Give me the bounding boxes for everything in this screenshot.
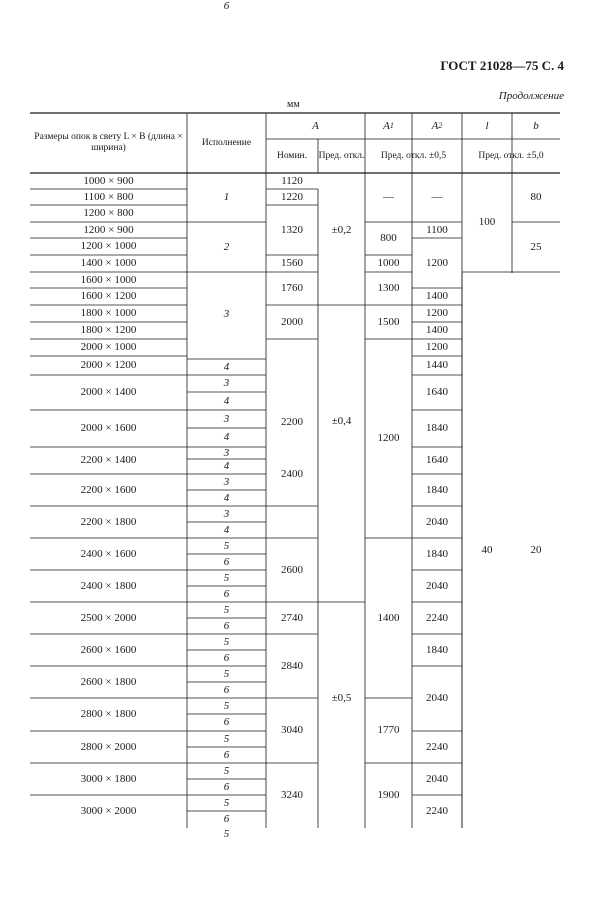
version-cell: 6 bbox=[223, 0, 230, 12]
b-cell: 80 bbox=[530, 191, 542, 204]
a1-cell: 1000 bbox=[377, 257, 400, 270]
version-cell: 6 bbox=[223, 555, 230, 568]
header-a-nominal: Номин. bbox=[277, 150, 307, 161]
version-cell: 5 bbox=[223, 732, 230, 745]
a2-cell: 1840 bbox=[426, 547, 448, 560]
l-cell: 100 bbox=[478, 216, 496, 229]
unit-label: мм bbox=[287, 99, 300, 110]
version-cell: 5 bbox=[223, 603, 230, 616]
version-cell: 5 bbox=[223, 571, 230, 584]
a-nominal-cell: 1220 bbox=[281, 190, 303, 203]
size-cell: 2200 × 1600 bbox=[80, 483, 137, 496]
version-cell: 5 bbox=[223, 796, 230, 809]
header-a: A bbox=[312, 119, 319, 132]
size-cell: 2600 × 1600 bbox=[80, 643, 137, 656]
a-tolerance-cell: ±0,4 bbox=[331, 415, 352, 428]
a-nominal-cell: 3040 bbox=[281, 724, 303, 737]
size-cell: 1600 × 1200 bbox=[80, 290, 137, 303]
version-cell: 5 bbox=[223, 667, 230, 680]
version-cell: 3 bbox=[223, 446, 230, 459]
version-cell: 6 bbox=[223, 619, 230, 632]
a2-cell: 1440 bbox=[426, 359, 448, 372]
a2-cell: 1840 bbox=[426, 422, 448, 435]
a2-cell: 1840 bbox=[426, 643, 448, 656]
version-cell: 4 bbox=[223, 360, 230, 373]
version-cell: 5 bbox=[223, 699, 230, 712]
version-cell: 5 bbox=[223, 635, 230, 648]
size-cell: 2000 × 1600 bbox=[80, 422, 137, 435]
size-cell: 2400 × 1600 bbox=[80, 547, 137, 560]
a2-cell: 1640 bbox=[426, 386, 448, 399]
size-cell: 2400 × 1800 bbox=[80, 579, 137, 592]
a2-cell: 2240 bbox=[426, 805, 448, 818]
a2-cell: 1400 bbox=[426, 290, 448, 303]
a2-cell: 2240 bbox=[426, 740, 448, 753]
a2-cell: 1100 bbox=[426, 223, 448, 236]
version-cell: 4 bbox=[223, 394, 230, 407]
version-cell: 6 bbox=[223, 813, 230, 826]
size-cell: 2800 × 2000 bbox=[80, 740, 137, 753]
size-cell: 2800 × 1800 bbox=[80, 708, 137, 721]
header-l-b-tolerance: Пред. откл. ±5,0 bbox=[478, 150, 544, 161]
a-nominal-cell: 3240 bbox=[281, 789, 303, 802]
header-a-tolerance: Пред. откл. bbox=[318, 150, 365, 161]
a1-cell: 1900 bbox=[377, 789, 400, 802]
a1-cell: 1300 bbox=[377, 282, 400, 295]
size-cell: 1200 × 1000 bbox=[80, 240, 137, 253]
a-nominal-cell: 2840 bbox=[281, 659, 303, 672]
a2-cell: 2240 bbox=[426, 611, 448, 624]
a1-cell: 1500 bbox=[377, 315, 400, 328]
version-cell: 6 bbox=[223, 716, 230, 729]
version-cell: 5 bbox=[223, 764, 230, 777]
version-cell: 6 bbox=[223, 748, 230, 761]
size-cell: 2200 × 1800 bbox=[80, 515, 137, 528]
size-cell: 3000 × 1800 bbox=[80, 772, 137, 785]
version-cell: 6 bbox=[223, 780, 230, 793]
a1-cell: 1770 bbox=[377, 724, 400, 737]
version-cell: 3 bbox=[223, 412, 230, 425]
a-nominal-cell: 2400 bbox=[281, 467, 303, 480]
version-cell: 4 bbox=[223, 523, 230, 536]
header-size: Размеры опок в свету L × B (длина × ширина) bbox=[34, 132, 183, 153]
size-cell: 3000 × 2000 bbox=[80, 805, 137, 818]
a-tolerance-cell: ±0,5 bbox=[331, 692, 352, 705]
header-a1-a2-tolerance: Пред. откл. ±0,5 bbox=[380, 150, 447, 161]
a-nominal-cell: 2200 bbox=[281, 416, 303, 429]
a2-cell: 2040 bbox=[426, 692, 448, 705]
b-cell: 25 bbox=[530, 240, 542, 253]
version-cell: 6 bbox=[223, 587, 230, 600]
header-b: b bbox=[533, 119, 539, 132]
continuation-label: Продолжение bbox=[498, 90, 564, 102]
size-cell: 1400 × 1000 bbox=[80, 257, 137, 270]
size-cell: 2000 × 1400 bbox=[80, 386, 137, 399]
header-l: l bbox=[485, 119, 489, 132]
a-tolerance-cell: ±0,2 bbox=[331, 224, 352, 237]
a-nominal-cell: 2600 bbox=[281, 563, 303, 576]
version-cell: 3 bbox=[223, 307, 230, 320]
a2-cell: 2040 bbox=[426, 515, 448, 528]
size-cell: 2600 × 1800 bbox=[80, 675, 137, 688]
a-nominal-cell: 2740 bbox=[281, 611, 303, 624]
size-cell: 1600 × 1000 bbox=[80, 273, 137, 286]
a2-cell: 1840 bbox=[426, 483, 448, 496]
a1-cell: 1200 bbox=[377, 432, 400, 445]
a2-cell: — bbox=[431, 191, 443, 204]
version-cell: 5 bbox=[223, 828, 230, 840]
a2-cell: 2040 bbox=[426, 579, 448, 592]
version-cell: 6 bbox=[223, 683, 230, 696]
size-cell: 2000 × 1000 bbox=[80, 341, 137, 354]
version-cell: 5 bbox=[223, 539, 230, 552]
header-a1: A 1 bbox=[383, 119, 394, 132]
size-cell: 1800 × 1000 bbox=[80, 307, 137, 320]
b-cell: 20 bbox=[530, 543, 542, 556]
version-cell: 3 bbox=[223, 377, 230, 390]
version-cell: 4 bbox=[223, 460, 230, 473]
version-cell: 4 bbox=[223, 491, 230, 504]
version-cell: 1 bbox=[223, 191, 230, 204]
a1-cell: — bbox=[383, 191, 394, 204]
size-cell: 1100 × 800 bbox=[83, 190, 134, 203]
header-a2: A 2 bbox=[431, 119, 443, 132]
size-cell: 1200 × 800 bbox=[83, 207, 134, 220]
a-nominal-cell: 1120 bbox=[281, 174, 303, 187]
a2-cell: 2040 bbox=[426, 772, 448, 785]
a2-cell: 1400 bbox=[426, 324, 448, 337]
a2-cell: 1640 bbox=[426, 454, 448, 467]
a2-cell: 1200 bbox=[426, 307, 448, 320]
size-cell: 1800 × 1200 bbox=[80, 324, 137, 337]
size-cell: 2000 × 1200 bbox=[80, 359, 137, 372]
size-cell: 2500 × 2000 bbox=[80, 611, 137, 624]
document-reference: ГОСТ 21028—75 С. 4 bbox=[440, 58, 564, 73]
a-nominal-cell: 1320 bbox=[281, 223, 303, 236]
version-cell: 3 bbox=[223, 475, 230, 488]
a-nominal-cell: 2000 bbox=[281, 315, 303, 328]
a2-cell: 1200 bbox=[426, 341, 448, 354]
a1-cell: 1400 bbox=[377, 611, 400, 624]
size-cell: 2200 × 1400 bbox=[80, 454, 137, 467]
a-nominal-cell: 1760 bbox=[281, 282, 303, 295]
version-cell: 4 bbox=[223, 431, 230, 444]
version-cell: 6 bbox=[223, 651, 230, 664]
version-cell: 2 bbox=[223, 240, 230, 253]
header-version: Исполнение bbox=[201, 137, 252, 148]
version-cell: 3 bbox=[223, 507, 230, 520]
a2-cell: 1200 bbox=[426, 256, 448, 269]
a1-cell: 800 bbox=[380, 232, 397, 245]
size-cell: 1200 × 900 bbox=[83, 223, 134, 236]
a-nominal-cell: 1560 bbox=[281, 257, 303, 270]
size-cell: 1000 × 900 bbox=[83, 174, 134, 187]
l-cell: 40 bbox=[481, 543, 493, 556]
